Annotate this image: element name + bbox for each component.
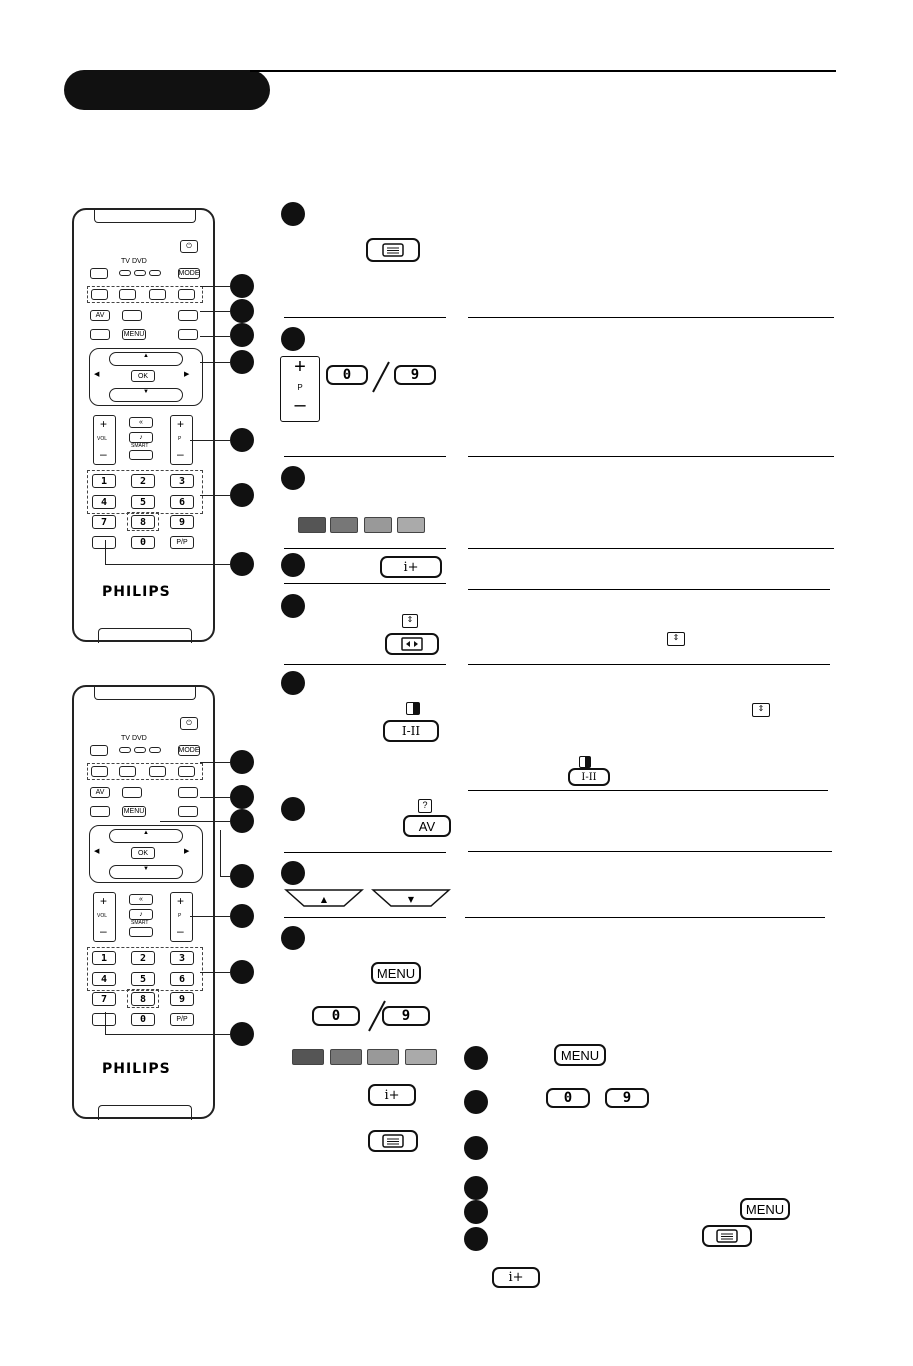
digit-key: 2 [131, 474, 155, 488]
power-icon: ⏻ [180, 717, 198, 730]
callout-leader [190, 916, 230, 917]
vol-minus: – [100, 924, 107, 938]
program-plus: + [294, 356, 306, 378]
callout-bullet [230, 350, 254, 374]
remote-key: P/P [170, 536, 194, 549]
divider [468, 664, 830, 665]
callout-leader [200, 336, 230, 337]
color-key-green [330, 1049, 362, 1065]
smart-label: SMART [131, 920, 149, 926]
callout-bullet [230, 809, 254, 833]
color-key-yellow [364, 517, 392, 533]
remote-key [90, 268, 108, 279]
header-rule [250, 70, 836, 72]
cursor-down-arrow: ▼ [407, 895, 415, 904]
callout-leader [200, 972, 230, 973]
remote-key: « [129, 894, 153, 905]
section-header-pill [64, 70, 270, 110]
digit-key: 0 [131, 536, 155, 549]
nav-right-arrow: ▶ [184, 371, 190, 378]
sound-inline-small-icon [579, 756, 591, 768]
remote-control-illustration [72, 685, 215, 1119]
callout-leader [105, 540, 106, 564]
remote-key [119, 766, 136, 777]
remote-key [129, 450, 153, 460]
divider [468, 317, 834, 318]
divider [284, 548, 446, 549]
divider [468, 851, 832, 852]
digit-key: 0 [131, 1013, 155, 1026]
callout-leader [200, 797, 230, 798]
digit-0-key: 0 [326, 365, 368, 385]
callout-bullet [230, 1022, 254, 1046]
brand-logo: PHILIPS [102, 1061, 171, 1077]
remote-key [134, 270, 146, 276]
p-minus: – [177, 447, 184, 461]
remote-top-slot [94, 208, 196, 223]
step-bullet [464, 1046, 488, 1070]
vol-label: VOL [97, 436, 108, 442]
menu-key: MENU [371, 962, 421, 984]
callout-bullet [230, 552, 254, 576]
remote-key [178, 806, 198, 817]
remote-key [90, 745, 108, 756]
callout-bullet [230, 960, 254, 984]
divider [465, 917, 825, 918]
menu-key: MENU [554, 1044, 606, 1066]
remote-key: « [129, 417, 153, 428]
remote-key: AV [90, 787, 110, 798]
callout-leader [160, 821, 230, 822]
divider [468, 589, 830, 590]
step-bullet [281, 327, 305, 351]
p-label: P [178, 913, 182, 919]
teletext-icon [716, 1229, 738, 1243]
menu-key: MENU [740, 1198, 790, 1220]
color-key-red [298, 517, 326, 533]
digit-key: 1 [92, 474, 116, 488]
step-bullet [281, 797, 305, 821]
callout-leader [200, 311, 230, 312]
nav-inner-bottom: ▼ [109, 388, 183, 402]
teletext-key [702, 1225, 752, 1247]
remote-key [178, 766, 195, 777]
tv-label: TV [121, 735, 130, 742]
digit-9-key: 9 [394, 365, 436, 385]
divider [284, 317, 446, 318]
remote-key [129, 927, 153, 937]
step-bullet [281, 671, 305, 695]
dvd-label: DVD [132, 735, 147, 742]
remote-key [90, 329, 110, 340]
dvd-label: DVD [132, 258, 147, 265]
nav-inner-bottom: ▼ [109, 865, 183, 879]
slash-divider [372, 362, 390, 393]
digit-key: 8 [131, 992, 155, 1006]
vol-minus: – [100, 447, 107, 461]
help-small-icon: ? [418, 799, 432, 813]
callout-leader [200, 286, 230, 287]
callout-leader [105, 564, 230, 565]
digit-key: 6 [170, 495, 194, 509]
remote-key: AV [90, 310, 110, 321]
remote-key [122, 787, 142, 798]
digit-key: 5 [131, 972, 155, 986]
remote-control-illustration [72, 208, 215, 642]
remote-key [134, 747, 146, 753]
remote-key: ♪ [129, 909, 153, 920]
divider [284, 917, 446, 918]
digit-key: 1 [92, 951, 116, 965]
step-bullet [281, 553, 305, 577]
p-minus: – [177, 924, 184, 938]
info-key: i+ [492, 1267, 540, 1288]
smart-label: SMART [131, 443, 149, 449]
step-bullet [281, 861, 305, 885]
step-bullet [281, 594, 305, 618]
callout-leader [200, 762, 230, 763]
remote-key [178, 329, 198, 340]
remote-bottom-slot [98, 1105, 192, 1120]
remote-key [119, 270, 131, 276]
ok-key: OK [131, 847, 155, 859]
format-small-icon: ⇕ [402, 614, 418, 628]
divider [468, 548, 834, 549]
divider [468, 790, 828, 791]
p-plus: + [177, 894, 185, 908]
callout-leader [220, 830, 221, 876]
teletext-icon [382, 1134, 404, 1148]
ok-key: OK [131, 370, 155, 382]
format-inline-icon: ⇕ [667, 632, 685, 646]
step-bullet [464, 1227, 488, 1251]
callout-bullet [230, 428, 254, 452]
digit-9-key: 9 [382, 1006, 430, 1026]
remote-key [178, 289, 195, 300]
remote-key [92, 536, 116, 549]
digit-key: 6 [170, 972, 194, 986]
step-bullet [281, 202, 305, 226]
callout-bullet [230, 904, 254, 928]
color-key-green [330, 517, 358, 533]
digit-key: 7 [92, 515, 116, 529]
nav-right-arrow: ▶ [184, 848, 190, 855]
step-bullet [281, 926, 305, 950]
digit-9-key: 9 [605, 1088, 649, 1108]
teletext-key [368, 1130, 418, 1152]
remote-key [149, 747, 161, 753]
callout-bullet [230, 750, 254, 774]
remote-key [149, 289, 166, 300]
step-bullet [464, 1176, 488, 1200]
remote-key [122, 310, 142, 321]
sound-key: I-II [383, 720, 439, 742]
remote-key [149, 270, 161, 276]
step-bullet [464, 1200, 488, 1224]
callout-bullet [230, 299, 254, 323]
remote-key [92, 1013, 116, 1026]
callout-bullet [230, 323, 254, 347]
format-icon [401, 637, 423, 651]
digit-key: 7 [92, 992, 116, 1006]
remote-key [119, 289, 136, 300]
digit-key: 4 [92, 495, 116, 509]
remote-key: MENU [123, 331, 145, 338]
remote-top-slot [94, 685, 196, 700]
cursor-down-key [371, 886, 451, 910]
remote-key: MODE [178, 270, 200, 277]
callout-leader [200, 362, 230, 363]
tv-label: TV [121, 258, 130, 265]
brand-logo: PHILIPS [102, 584, 171, 600]
callout-bullet [230, 483, 254, 507]
digit-key: 2 [131, 951, 155, 965]
divider [284, 852, 446, 853]
teletext-icon [382, 243, 404, 257]
nav-inner-top: ▲ [109, 829, 183, 843]
program-rocker [280, 356, 320, 422]
teletext-key [366, 238, 420, 262]
sound-small-icon [406, 702, 420, 715]
color-key-red [292, 1049, 324, 1065]
remote-key [91, 289, 108, 300]
remote-bottom-slot [98, 628, 192, 643]
digit-key: 3 [170, 474, 194, 488]
digit-0-key: 0 [546, 1088, 590, 1108]
cursor-up-arrow: ▲ [320, 895, 328, 904]
divider [284, 456, 446, 457]
color-key-yellow [367, 1049, 399, 1065]
callout-leader [190, 440, 230, 441]
digit-0-key: 0 [312, 1006, 360, 1026]
vol-plus: + [100, 417, 108, 431]
nav-left-arrow: ◀ [94, 848, 100, 855]
nav-left-arrow: ◀ [94, 371, 100, 378]
remote-key [178, 787, 198, 798]
remote-key [119, 747, 131, 753]
digit-key: 3 [170, 951, 194, 965]
callout-leader [105, 1034, 230, 1035]
p-plus: + [177, 417, 185, 431]
step-bullet [464, 1136, 488, 1160]
remote-key: MODE [178, 747, 200, 754]
callout-leader [105, 1012, 106, 1034]
callout-leader [200, 495, 230, 496]
program-letter: P [297, 383, 303, 392]
remote-key [90, 806, 110, 817]
digit-key: 8 [131, 515, 155, 529]
av-key: AV [403, 815, 451, 837]
remote-key: ♪ [129, 432, 153, 443]
callout-leader [220, 876, 230, 877]
power-icon: ⏻ [180, 240, 198, 253]
p-label: P [178, 436, 182, 442]
divider [468, 456, 834, 457]
divider [284, 583, 446, 584]
remote-key: MENU [123, 808, 145, 815]
cursor-up-key [284, 886, 364, 910]
program-minus: – [294, 394, 306, 416]
sound-inline-key: I-II [568, 768, 610, 786]
digit-key: 9 [170, 992, 194, 1006]
step-bullet [281, 466, 305, 490]
format-key [385, 633, 439, 655]
digit-key: 4 [92, 972, 116, 986]
vol-plus: + [100, 894, 108, 908]
vol-label: VOL [97, 913, 108, 919]
info-key: i+ [368, 1084, 416, 1106]
callout-bullet [230, 274, 254, 298]
color-key-blue [397, 517, 425, 533]
nav-inner-top: ▲ [109, 352, 183, 366]
remote-key [91, 766, 108, 777]
info-key: i+ [380, 556, 442, 578]
format-inline-icon: ⇕ [752, 703, 770, 717]
remote-key [178, 310, 198, 321]
divider [284, 664, 446, 665]
callout-bullet [230, 785, 254, 809]
digit-key: 5 [131, 495, 155, 509]
remote-key: P/P [170, 1013, 194, 1026]
callout-bullet [230, 864, 254, 888]
color-key-blue [405, 1049, 437, 1065]
remote-key [149, 766, 166, 777]
step-bullet [464, 1090, 488, 1114]
digit-key: 9 [170, 515, 194, 529]
